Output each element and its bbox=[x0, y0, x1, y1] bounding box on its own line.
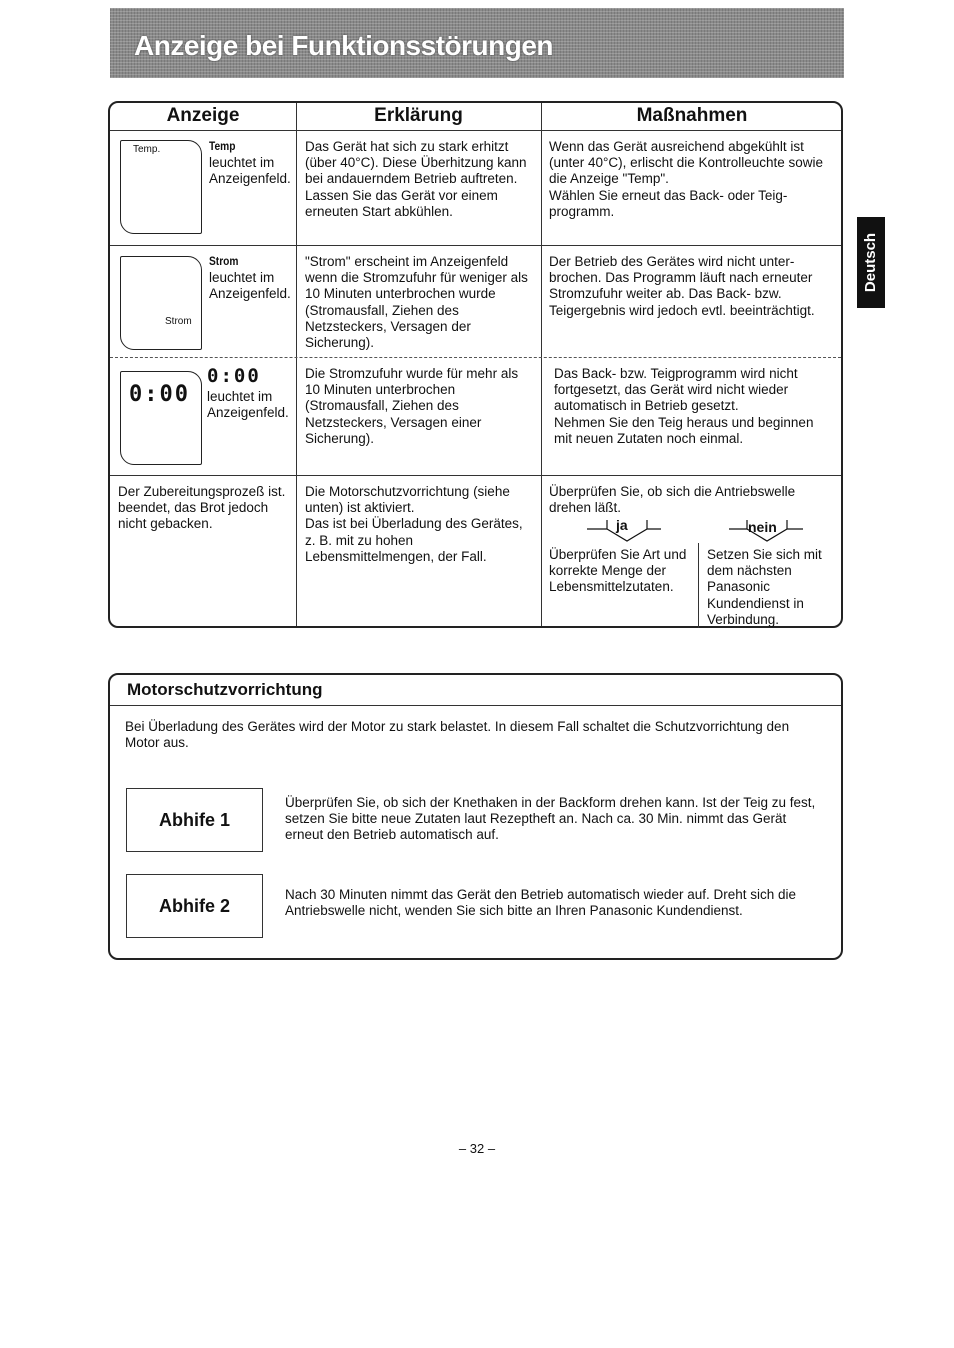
nein-label: nein bbox=[748, 519, 777, 535]
help-box-2 bbox=[126, 874, 263, 938]
header-divider bbox=[110, 130, 841, 131]
page-title: Anzeige bei Funktionsstörungen bbox=[134, 30, 554, 61]
column-divider bbox=[296, 103, 297, 626]
page-number: – 32 – bbox=[458, 1141, 496, 1156]
display-label: Temp bbox=[209, 139, 236, 153]
row-divider bbox=[110, 475, 841, 476]
nein-text: Setzen Sie sich mit dem nächsten Panasonic Kundendienst in Verbindung. bbox=[707, 547, 822, 627]
massnahmen-text: Wenn das Gerät ausreichend abgekühlt ist (unter 40°C), erlischt die Kontrolleuchte sowie die Anzeige "Temp". Wählen Sie erneut das Back- oder Teig- programm. bbox=[549, 139, 824, 219]
display-panel bbox=[120, 140, 202, 234]
ja-label: ja bbox=[616, 517, 628, 533]
display-text: leuchtet im Anzeigenfeld. bbox=[209, 270, 291, 302]
ja-nein-divider bbox=[698, 543, 699, 628]
massnahmen-text: Das Back- bzw. Teigprogramm wird nicht fortgesetzt, das Gerät wird nicht wieder automatisch in Betrieb gesetzt. Nehmen Sie den Teig heraus und beginnen mit neuen Zutaten noch einmal. bbox=[554, 366, 814, 446]
display-indicator-temp: Temp. bbox=[133, 144, 161, 155]
motor-title: Motorschutzvorrichtung bbox=[127, 680, 323, 699]
display-panel bbox=[120, 371, 202, 465]
language-tab-label: Deutsch bbox=[862, 232, 880, 293]
row-divider bbox=[110, 357, 841, 358]
ja-text: Überprüfen Sie Art und korrekte Menge der Lebensmittelzutaten. bbox=[549, 547, 687, 595]
display-label: Strom bbox=[209, 254, 239, 268]
header-erklaerung: Erklärung bbox=[374, 105, 463, 126]
help-text-1: Überprüfen Sie, ob sich der Knethaken in der Backform drehen kann. Ist der Teig zu fest, setzen Sie bitte neue Zutaten laut Rezeptheft an. Nach ca. 30 Min. nimmt das Gerät erneut den Betrieb automatisch auf. bbox=[285, 795, 816, 843]
help-label-1: Abhife 1 bbox=[158, 809, 230, 830]
anzeige-text: Der Zubereitungsprozeß ist. beendet, das Brot jedoch nicht gebacken. bbox=[118, 484, 286, 532]
display-panel bbox=[120, 256, 202, 350]
motor-protection-box bbox=[108, 673, 843, 960]
massnahmen-text: Der Betrieb des Gerätes wird nicht unter- brochen. Das Programm läuft nach erneuter Stromzufuhr weiter ab. Das Back- bzw. Teigergebnis wird jedoch evtl. beeinträchtigt. bbox=[549, 254, 815, 318]
language-tab bbox=[857, 217, 885, 308]
help-box-1 bbox=[126, 788, 263, 852]
display-indicator-strom: Strom bbox=[165, 316, 192, 327]
display-text: leuchtet im Anzeigenfeld. bbox=[209, 155, 291, 187]
erklaerung-text: Die Motorschutzvorrichtung (siehe unten) ist aktiviert. Das ist bei Überladung des Gerätes, z. B. mit zu hohen Lebensmittelmengen, der Fall. bbox=[305, 484, 523, 564]
header-anzeige: Anzeige bbox=[166, 105, 240, 126]
column-divider bbox=[541, 103, 542, 626]
display-digits: 0:00 bbox=[129, 382, 190, 407]
erklaerung-text: Das Gerät hat sich zu stark erhitzt (über 40°C). Diese Überhitzung kann bei andauerndem Betrieb auftreten. Lassen Sie das Gerät vor einem erneuten Start abkühlen. bbox=[305, 139, 527, 219]
massnahmen-intro: Überprüfen Sie, ob sich die Antriebswelle drehen läßt. bbox=[549, 484, 796, 516]
help-label-2: Abhife 2 bbox=[158, 895, 230, 916]
display-text: leuchtet im Anzeigenfeld. bbox=[207, 389, 289, 421]
help-text-2: Nach 30 Minuten nimmt das Gerät den Betrieb automatisch wieder auf. Dreht sich die Antriebswelle nicht, wenden Sie sich bitte an Ihren Panasonic Kundendienst. bbox=[285, 887, 797, 919]
erklaerung-text: "Strom" erscheint im Anzeigenfeld wenn die Stromzufuhr für weniger als 10 Minuten unterbrochen wurde (Stromausfall, Ziehen des Netzsteckers, Versagen der Sicherung). bbox=[305, 254, 528, 351]
header-massnahmen: Maßnahmen bbox=[636, 105, 748, 126]
troubleshooting-table bbox=[108, 101, 843, 628]
row-divider bbox=[110, 245, 841, 246]
display-label-digits: 0:00 bbox=[207, 365, 261, 387]
motor-intro: Bei Überladung des Gerätes wird der Motor zu stark belastet. In diesem Fall schaltet die Schutzvorrichtung den Motor aus. bbox=[125, 719, 790, 751]
title-banner bbox=[110, 8, 844, 78]
motor-title-divider bbox=[110, 705, 841, 706]
erklaerung-text: Die Stromzufuhr wurde für mehr als 10 Minuten unterbrochen (Stromausfall, Ziehen des Netzsteckers, Versagen einer Sicherung). bbox=[305, 366, 519, 446]
